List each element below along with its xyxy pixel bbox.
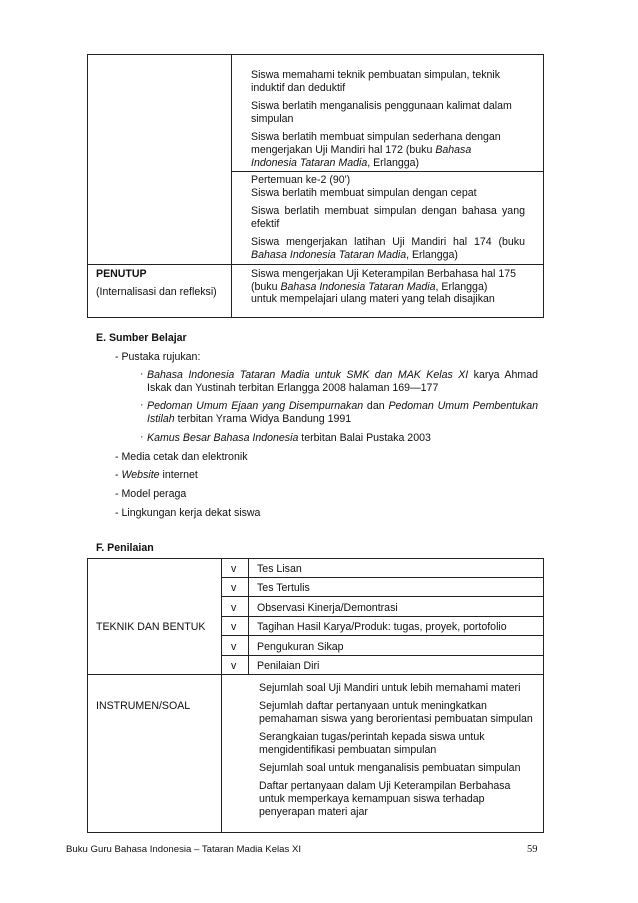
reference-1-line-1: Bahasa Indonesia Tataran Madia untuk SMK dan MAK Kelas XI karya Ahmad bbox=[147, 369, 538, 381]
activity-5-line-1: Siswa berlatih membuat simpulan dengan bahasa yang bbox=[251, 205, 525, 217]
technique-item: Observasi Kinerja/Demontrasi bbox=[257, 602, 398, 614]
instrument-item-5-line-2: untuk memperkaya kemampuan siswa terhadap bbox=[259, 793, 485, 805]
instrument-item-1-line-1: Sejumlah soal Uji Mandiri untuk lebih memahami materi bbox=[259, 682, 521, 694]
section-f-heading: F. Penilaian bbox=[96, 542, 154, 554]
technique-item: Pengukuran Sikap bbox=[257, 641, 344, 653]
instrument-item-3-line-2: mengidentifikasi pembuatan simpulan bbox=[259, 744, 437, 756]
checkmark: v bbox=[231, 602, 237, 614]
source-website: - Website internet bbox=[115, 469, 198, 481]
technique-item: Tes Tertulis bbox=[257, 582, 310, 594]
technique-item: Tagihan Hasil Karya/Produk: tugas, proyek, portofolio bbox=[257, 621, 507, 633]
activity-4-line-1: Siswa berlatih membuat simpulan dengan cepat bbox=[251, 187, 477, 199]
activity-5-line-2: efektif bbox=[251, 218, 280, 230]
checkmark: v bbox=[231, 641, 237, 653]
source-environment: - Lingkungan kerja dekat siswa bbox=[115, 507, 261, 519]
checkmark: v bbox=[231, 582, 237, 594]
source-model: - Model peraga bbox=[115, 488, 187, 500]
activity-1-line-2: induktif dan deduktif bbox=[251, 82, 346, 94]
checkmark: v bbox=[231, 563, 237, 575]
instrument-item-3-line-1: Serangkaian tugas/perintah kepada siswa untuk bbox=[259, 731, 485, 743]
page-number: 59 bbox=[527, 844, 538, 855]
reference-3: Kamus Besar Bahasa Indonesia terbitan Balai Pustaka 2003 bbox=[147, 432, 431, 444]
activity-3-line-2: mengerjakan Uji Mandiri hal 172 (buku Bahasa bbox=[251, 144, 472, 156]
reference-2-line-2: Istilah terbitan Yrama Widya Bandung 1991 bbox=[147, 413, 352, 425]
activity-1-line-1: Siswa memahami teknik pembuatan simpulan, teknik bbox=[251, 69, 501, 81]
technique-item: Penilaian Diri bbox=[257, 660, 320, 672]
reference-2-line-1: Pedoman Umum Ejaan yang Disempurnakan dan Pedoman Umum Pembentukan bbox=[147, 400, 538, 412]
instrument-item-5-line-1: Daftar pertanyaan dalam Uji Keterampilan Berbahasa bbox=[259, 780, 511, 792]
closing-label: PENUTUP bbox=[96, 268, 147, 280]
reference-1-line-2: Iskak dan Yustinah terbitan Erlangga 2008 halaman 169—177 bbox=[147, 382, 439, 394]
activity-2-line-1: Siswa berlatih menganalisis penggunaan kalimat dalam bbox=[251, 100, 512, 112]
activity-6-line-2: Bahasa Indonesia Tataran Madia, Erlangga) bbox=[251, 249, 458, 261]
checkmark: v bbox=[231, 660, 237, 672]
footer-book-title: Buku Guru Bahasa Indonesia – Tataran Madia Kelas XI bbox=[66, 844, 302, 855]
bullet-dot: · bbox=[140, 431, 144, 443]
technique-label: TEKNIK DAN BENTUK bbox=[96, 621, 206, 633]
closing-sublabel: (Internalisasi dan refleksi) bbox=[96, 286, 217, 298]
checkmark: v bbox=[231, 621, 237, 633]
references-label: - Pustaka rujukan: bbox=[115, 351, 201, 363]
technique-item: Tes Lisan bbox=[257, 563, 302, 575]
activity-7-line-3: untuk mempelajari ulang materi yang telah disajikan bbox=[251, 293, 495, 305]
instrument-item-2-line-2: pemahaman siswa yang berorientasi pembuatan simpulan bbox=[259, 713, 533, 725]
activity-3-line-1: Siswa berlatih membuat simpulan sederhana dengan bbox=[251, 131, 501, 143]
source-media: - Media cetak dan elektronik bbox=[115, 451, 248, 463]
activity-3-line-3: Indonesia Tataran Madia, Erlangga) bbox=[251, 157, 420, 169]
bullet-dot: · bbox=[140, 399, 144, 411]
activity-2-line-2: simpulan bbox=[251, 113, 294, 125]
instrument-label: INSTRUMEN/SOAL bbox=[96, 700, 191, 712]
activity-7-line-2: (buku Bahasa Indonesia Tataran Madia, Erlangga) bbox=[251, 281, 488, 293]
activity-7-line-1: Siswa mengerjakan Uji Keterampilan Berbahasa hal 175 bbox=[251, 268, 516, 280]
meeting-2-label: Pertemuan ke-2 (90') bbox=[251, 174, 351, 186]
instrument-item-4-line-1: Sejumlah soal untuk menganalisis pembuatan simpulan bbox=[259, 762, 521, 774]
bullet-dot: · bbox=[140, 368, 144, 380]
instrument-item-5-line-3: penyerapan materi ajar bbox=[259, 806, 368, 818]
section-e-heading: E. Sumber Belajar bbox=[96, 332, 187, 344]
instrument-item-2-line-1: Sejumlah daftar pertanyaan untuk meningkatkan bbox=[259, 700, 487, 712]
activity-6-line-1: Siswa mengerjakan latihan Uji Mandiri hal 174 (buku bbox=[251, 236, 525, 248]
